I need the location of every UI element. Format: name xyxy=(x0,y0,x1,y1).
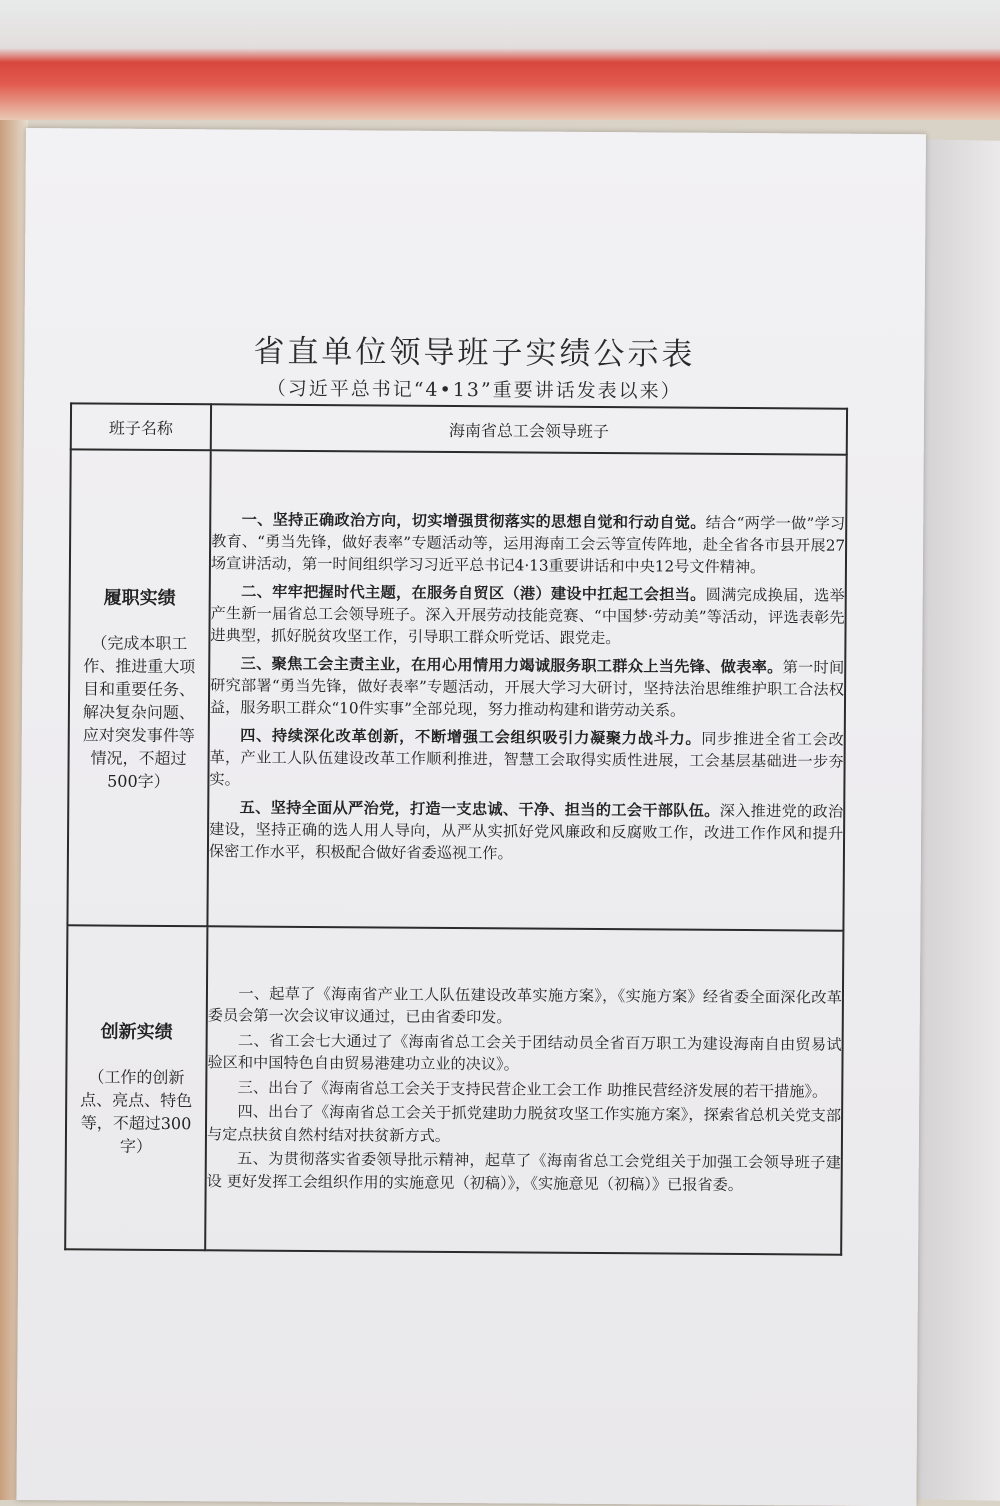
innovation-item: 四、出台了《海南省总工会关于抓党建助力脱贫攻坚工作实施方案》，探索省总机关党支部与定点扶贫自然村结对扶贫新方式。 xyxy=(206,1102,842,1145)
performance-paragraph: 五、坚持全面从严治党，打造一支忠诚、干净、担当的工会干部队伍。深入推进党的政治建设，坚持正确的选人用人导向，从严从实抓好党风廉政和反腐败工作，改进工作作风和提升保密工作水平，积极配合做好省委巡视工作。 xyxy=(208,798,844,863)
performance-paragraph: 三、聚焦工会主责主业，在用心用情用力竭诚服务职工群众上当先锋、做表率。第一时间研究部署“勇当先锋，做好表率”专题活动，开展大学习大研讨，坚持法治思维维护职工合法权益，服务职工群众“10件实事”全部兑现，努力推动构建和谐劳动关系。 xyxy=(209,654,845,720)
document-subtitle: （习近平总书记“4•13”重要讲话发表以来） xyxy=(266,377,682,403)
innovation-item: 一、起草了《海南省产业工人队伍建设改革实施方案》，《实施方案》经省委全面深化改革委员会第一次会议审议通过，已由省委印发。 xyxy=(207,984,843,1027)
unit-name: 海南省总工会领导班子 xyxy=(211,404,847,454)
performance-note: （完成本职工作、推进重大项目和重要任务、解决复杂问题、应对突发事件等情况，不超过500字） xyxy=(82,632,196,791)
innovation-label-cell xyxy=(65,925,207,1250)
adjacent-sheet-right xyxy=(918,139,1000,1500)
table-header-row xyxy=(71,403,847,454)
performance-paragraph: 二、牢牢把握时代主题，在服务自贸区（港）建设中扛起工会担当。圆满完成换届，选举产生新一届省总工会领导班子。深入开展劳动技能竞赛、“中国梦·劳动美”等活动，评选表彰先进典型，抓好脱贫攻坚工作，引导职工群众听党话、跟党走。 xyxy=(210,582,845,648)
performance-row xyxy=(67,449,846,930)
performance-table xyxy=(64,402,848,1255)
document-sheet xyxy=(16,128,926,1506)
innovation-row xyxy=(65,925,843,1254)
document-title: 省直单位领导班子实绩公示表 xyxy=(253,333,696,373)
performance-label-cell xyxy=(67,449,210,926)
innovation-item: 五、为贯彻落实省委领导批示精神，起草了《海南省总工会党组关于加强工会领导班子建设 更好发挥工会组织作用的实施意见（初稿）》，《实施意见（初稿）》已报省委。 xyxy=(206,1149,841,1194)
performance-paragraph: 四、持续深化改革创新，不断增强工会组织吸引力凝聚力战斗力。同步推进全省工会改革，产业工人队伍建设改革工作顺利推进，智慧工会取得实质性进展，工会基层基础进一步夯实。 xyxy=(209,726,844,789)
innovation-item: 三、出台了《海南省总工会关于支持民营企业工会工作 助推民营经济发展的若干措施》。 xyxy=(237,1078,828,1101)
innovation-item: 二、省工会七大通过了《海南省总工会关于团结动员全省百万职工为建设海南自由贸易试验区和中国特色自由贸易港建功立业的决议》。 xyxy=(207,1031,842,1074)
performance-label: 履职实绩 xyxy=(103,587,176,609)
innovation-note: （工作的创新点、亮点、特色等，不超过300字） xyxy=(80,1067,193,1156)
background-wall-top xyxy=(0,0,1000,120)
header-label: 班子名称 xyxy=(71,403,211,450)
innovation-label: 创新实绩 xyxy=(100,1021,173,1044)
innovation-content xyxy=(205,926,843,1254)
performance-paragraph: 一、坚持正确政治方向，切实增强贯彻落实的思想自觉和行动自觉。结合“两学一做”学习教育、“勇当先锋，做好表率”专题活动等，运用海南工会云等宣传阵地，赴全省各市县开展27场宣讲活动，第一时间组织学习习近平总书记4·13重要讲话和中央12号文件精神。 xyxy=(210,510,846,577)
performance-content xyxy=(207,450,846,930)
